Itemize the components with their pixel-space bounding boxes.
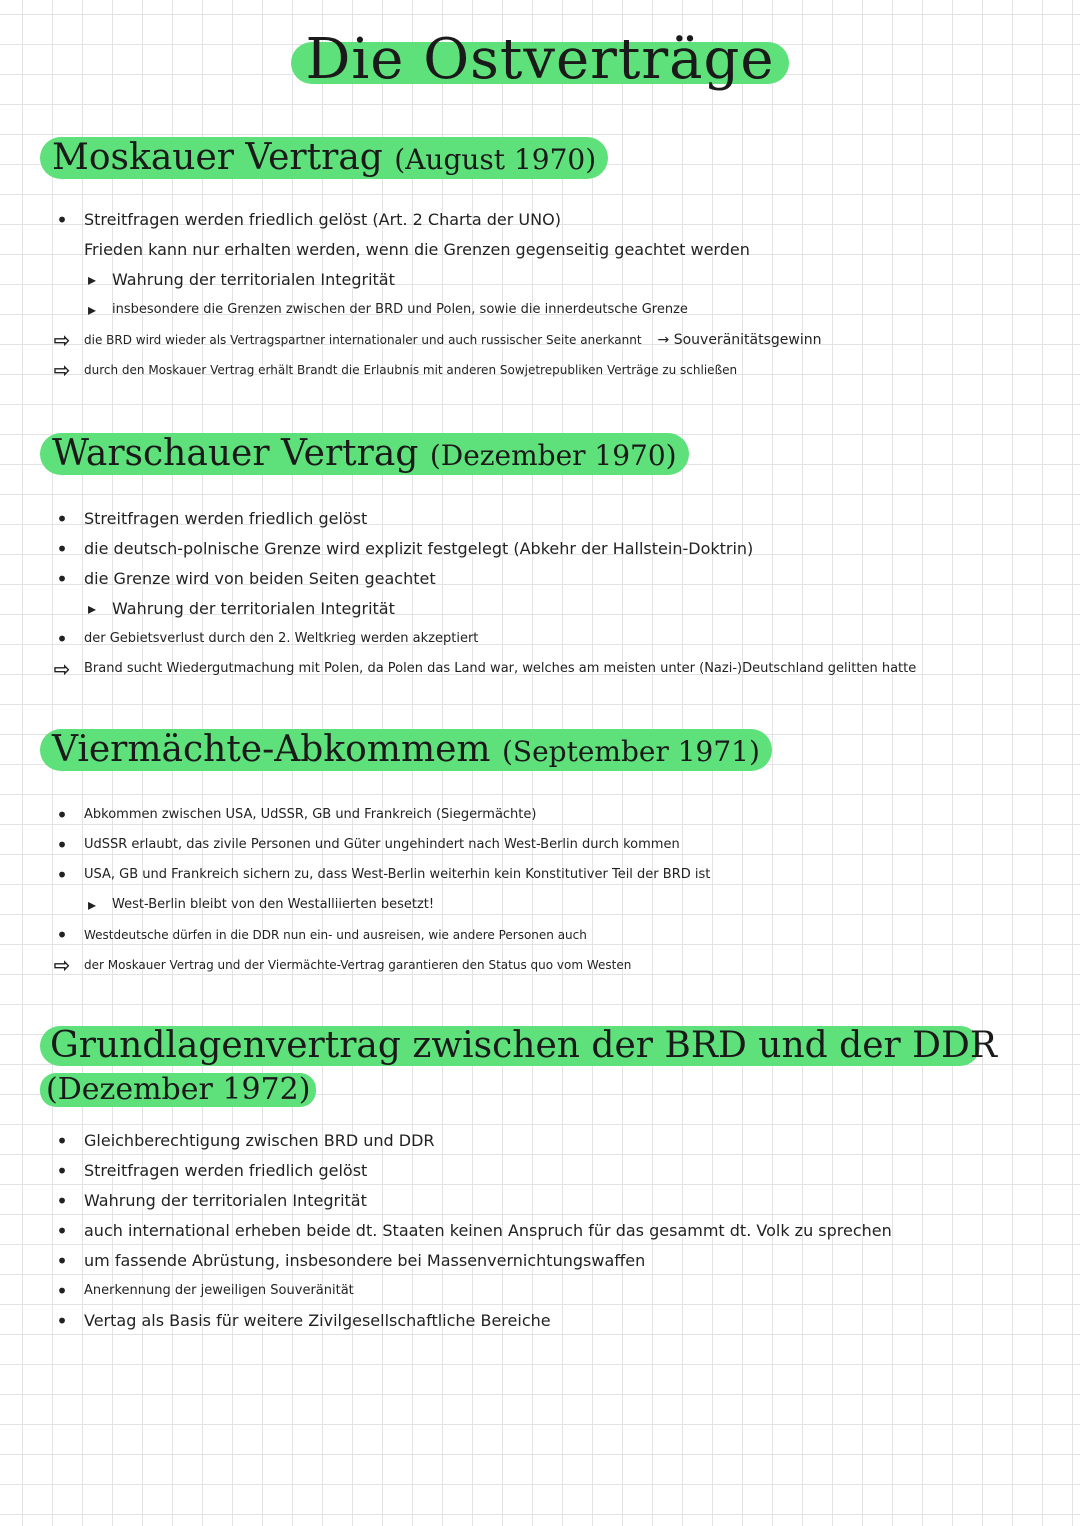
list-item: • Westdeutsche dürfen in die DDR nun ein- und ausreisen, wie andere Personen auch — [60, 920, 1070, 950]
list-item: • Anerkennung der jeweiligen Souveränität — [60, 1276, 1070, 1306]
bullet-icon — [52, 1246, 72, 1279]
bullet-icon — [52, 534, 72, 567]
list-item: ▸ Wahrung der territorialen Integrität — [60, 594, 1070, 624]
triangle-icon — [82, 295, 102, 326]
bullet-icon — [52, 1156, 72, 1189]
heading-date: (September 1971) — [501, 735, 760, 768]
list-item: • Vertag als Basis für weitere Zivilgesellschaftliche Bereiche — [60, 1306, 1070, 1336]
bullet-icon — [52, 920, 72, 953]
section-list-viermaechte — [60, 800, 1070, 980]
bullet-icon — [52, 1126, 72, 1159]
heading-date: (Dezember 1972) — [40, 1073, 316, 1107]
list-item: • um fassende Abrüstung, insbesondere bei Massenvernichtungswaffen — [60, 1246, 1070, 1276]
section-list-warschau — [60, 504, 1070, 684]
heading-text: Viermächte-Abkommem — [52, 729, 491, 770]
page-title: Die Ostverträge — [291, 28, 788, 92]
list-item: • der Gebietsverlust durch den 2. Weltkrieg werden akzeptiert — [60, 624, 1070, 654]
heading-text: Warschauer Vertrag — [52, 433, 419, 474]
arrow-icon — [52, 950, 72, 983]
triangle-icon — [82, 890, 102, 921]
bullet-icon — [52, 1306, 72, 1339]
bullet-icon — [52, 800, 72, 833]
list-item: Frieden kann nur erhalten werden, wenn die Grenzen gegenseitig geachtet werden — [84, 240, 750, 259]
heading-date: (August 1970) — [394, 143, 597, 176]
list-item: ⇨ der Moskauer Vertrag und der Viermächte-Vertrag garantieren den Status quo vom Westen — [60, 950, 1070, 980]
arrow-icon — [52, 355, 72, 388]
section-heading-warschau — [40, 432, 689, 476]
heading-date: (Dezember 1970) — [429, 439, 677, 472]
list-item: • Gleichberechtigung zwischen BRD und DDR — [60, 1126, 1070, 1156]
section-heading-moskau — [40, 136, 608, 180]
list-item: • UdSSR erlaubt, das zivile Personen und Güter ungehindert nach West-Berlin durch kommen — [60, 830, 1070, 860]
bullet-icon — [52, 1276, 72, 1309]
bullet-icon — [52, 860, 72, 893]
list-item: • die deutsch-polnische Grenze wird explizit festgelegt (Abkehr der Hallstein-Doktrin) — [60, 534, 1070, 564]
list-item: • Streitfragen werden friedlich gelöst — [60, 504, 1070, 534]
triangle-icon — [82, 594, 102, 625]
list-item: • Abkommen zwischen USA, UdSSR, GB und Frankreich (Siegermächte) — [60, 800, 1070, 830]
list-item: ▸ West-Berlin bleibt von den Westalliierten besetzt! — [60, 890, 1070, 920]
list-item: ▸ insbesondere die Grenzen zwischen der BRD und Polen, sowie die innerdeutsche Grenze — [60, 295, 1070, 325]
arrow-icon — [52, 325, 72, 358]
list-item: ⇨ Brand sucht Wiedergutmachung mit Polen, da Polen das Land war, welches am meisten unter (Nazi-)Deutschland gelitten hatte — [60, 654, 1070, 684]
section-heading-viermaechte — [40, 728, 772, 772]
list-item: ▸ Wahrung der territorialen Integrität — [60, 265, 1070, 295]
section-list-grundlagenvertrag — [60, 1126, 1070, 1336]
list-item: • auch international erheben beide dt. Staaten keinen Anspruch für das gesammt dt. Volk zu sprechen — [60, 1216, 1070, 1246]
list-item: ⇨ die BRD wird wieder als Vertragspartner internationaler und auch russischer Seite anerkannt → Souveränitätsgewinn — [60, 325, 1070, 355]
section-list-moskau — [60, 205, 1070, 385]
bullet-icon — [52, 205, 72, 238]
bullet-icon — [52, 564, 72, 597]
arrow-icon — [52, 654, 72, 687]
heading-text: Grundlagenvertrag zwischen der BRD und der DDR — [40, 1026, 980, 1066]
section-heading-grundlagenvertrag — [40, 1025, 997, 1110]
list-item: • die Grenze wird von beiden Seiten geachtet — [60, 564, 1070, 594]
bullet-icon — [52, 624, 72, 657]
bullet-icon — [52, 504, 72, 537]
list-item: ⇨ durch den Moskauer Vertrag erhält Brandt die Erlaubnis mit anderen Sowjetrepubliken Verträge zu schließen — [60, 355, 1070, 385]
list-item: • USA, GB und Frankreich sichern zu, dass West-Berlin weiterhin kein Konstitutiver Teil der BRD ist — [60, 860, 1070, 890]
bullet-icon — [52, 830, 72, 863]
heading-text: Moskauer Vertrag — [52, 137, 383, 178]
triangle-icon — [82, 265, 102, 296]
list-item: • Streitfragen werden friedlich gelöst — [60, 1156, 1070, 1186]
list-item: • Streitfragen werden friedlich gelöst (Art. 2 Charta der UNO) — [60, 205, 1070, 235]
bullet-icon — [52, 1186, 72, 1219]
list-item: • Wahrung der territorialen Integrität — [60, 1186, 1070, 1216]
bullet-icon — [52, 1216, 72, 1249]
